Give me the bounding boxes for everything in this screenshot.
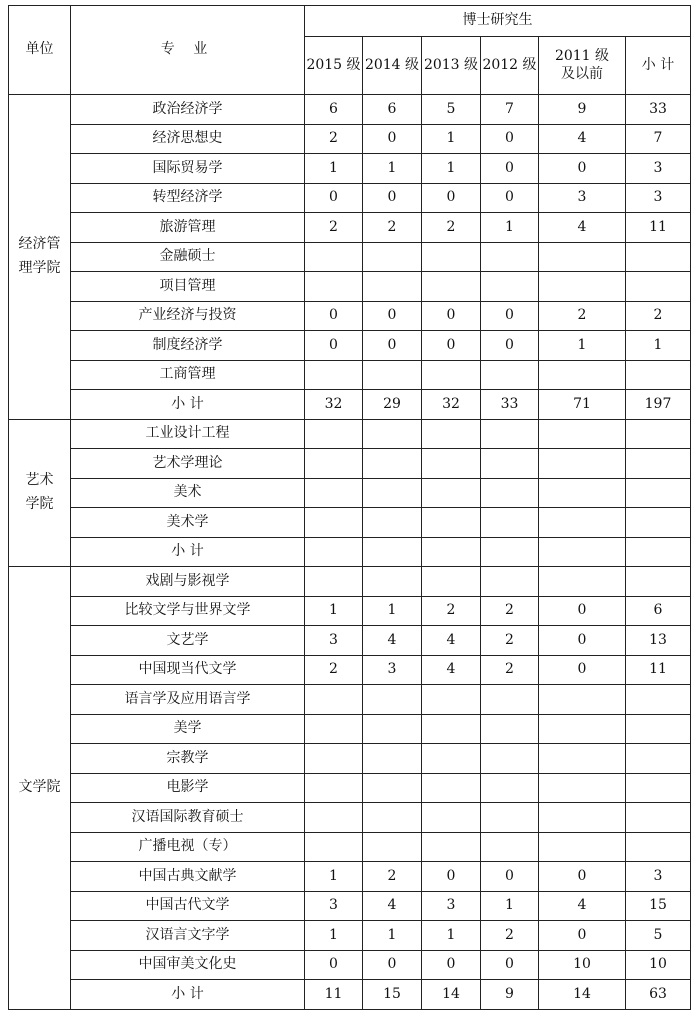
value-cell-2011-and-before <box>539 419 626 449</box>
value-cell-2015 <box>305 478 363 508</box>
value-cell-subtotal: 13 <box>626 626 691 656</box>
value-cell-2014 <box>363 242 422 272</box>
value-cell-2012: 2 <box>481 626 539 656</box>
major-header: 专 业 <box>71 6 305 95</box>
value-cell-2013: 0 <box>422 183 481 213</box>
value-cell-2013: 0 <box>422 950 481 980</box>
value-cell-2011-and-before: 10 <box>539 950 626 980</box>
value-cell-2014: 4 <box>363 891 422 921</box>
major-cell: 项目管理 <box>71 272 305 302</box>
value-cell-2011-and-before: 9 <box>539 95 626 125</box>
value-cell-2014: 0 <box>363 331 422 361</box>
value-cell-2013: 0 <box>422 862 481 892</box>
value-cell-2013 <box>422 714 481 744</box>
value-cell-2012: 0 <box>481 862 539 892</box>
value-cell-2013 <box>422 478 481 508</box>
value-cell-2014 <box>363 508 422 538</box>
value-cell-2015: 11 <box>305 980 363 1010</box>
value-cell-2013 <box>422 685 481 715</box>
major-cell: 宗教学 <box>71 744 305 774</box>
value-cell-2011-and-before: 4 <box>539 891 626 921</box>
major-cell: 戏剧与影视学 <box>71 567 305 597</box>
value-cell-2011-and-before <box>539 685 626 715</box>
value-cell-2012 <box>481 773 539 803</box>
value-cell-2015: 1 <box>305 862 363 892</box>
table-row <box>9 773 691 803</box>
value-cell-2013: 2 <box>422 213 481 243</box>
value-cell-2015 <box>305 272 363 302</box>
major-cell: 经济思想史 <box>71 124 305 154</box>
value-cell-2011-and-before <box>539 744 626 774</box>
value-cell-2015: 2 <box>305 124 363 154</box>
major-cell: 汉语言文字学 <box>71 921 305 951</box>
table-row <box>9 154 691 184</box>
year-header-2012: 2012 级 <box>481 37 539 95</box>
value-cell-subtotal: 11 <box>626 213 691 243</box>
major-cell: 旅游管理 <box>71 213 305 243</box>
unit-cell: 文学院 <box>9 567 71 1010</box>
value-cell-2012 <box>481 567 539 597</box>
value-cell-2011-and-before: 0 <box>539 655 626 685</box>
major-cell: 美术学 <box>71 508 305 538</box>
value-cell-2013: 3 <box>422 891 481 921</box>
value-cell-subtotal: 33 <box>626 95 691 125</box>
value-cell-2011-and-before <box>539 832 626 862</box>
table-row <box>9 331 691 361</box>
table-row <box>9 803 691 833</box>
value-cell-2014: 2 <box>363 862 422 892</box>
value-cell-2013: 0 <box>422 331 481 361</box>
unit-cell: 经济管 理学院 <box>9 95 71 420</box>
table-header <box>9 6 691 95</box>
value-cell-2011-and-before <box>539 773 626 803</box>
value-cell-2013: 2 <box>422 596 481 626</box>
doctoral-group-header: 博士研究生 <box>305 6 691 37</box>
enrollment-table <box>8 5 691 1010</box>
value-cell-subtotal: 63 <box>626 980 691 1010</box>
major-cell: 产业经济与投资 <box>71 301 305 331</box>
value-cell-subtotal: 3 <box>626 183 691 213</box>
value-cell-2014: 1 <box>363 921 422 951</box>
value-cell-2013 <box>422 537 481 567</box>
table-row <box>9 242 691 272</box>
value-cell-2013 <box>422 567 481 597</box>
value-cell-2015: 1 <box>305 596 363 626</box>
value-cell-2012 <box>481 242 539 272</box>
value-cell-2011-and-before <box>539 242 626 272</box>
value-cell-2015: 1 <box>305 921 363 951</box>
value-cell-2015 <box>305 714 363 744</box>
major-cell: 工业设计工程 <box>71 419 305 449</box>
value-cell-2012 <box>481 478 539 508</box>
value-cell-2014 <box>363 744 422 774</box>
value-cell-subtotal <box>626 803 691 833</box>
value-cell-2011-and-before <box>539 478 626 508</box>
value-cell-subtotal: 197 <box>626 390 691 420</box>
major-cell: 工商管理 <box>71 360 305 390</box>
value-cell-2015: 6 <box>305 95 363 125</box>
value-cell-subtotal: 7 <box>626 124 691 154</box>
table-row <box>9 744 691 774</box>
value-cell-2012: 2 <box>481 655 539 685</box>
value-cell-subtotal: 10 <box>626 950 691 980</box>
major-cell: 金融硕士 <box>71 242 305 272</box>
value-cell-2013 <box>422 773 481 803</box>
value-cell-2014: 29 <box>363 390 422 420</box>
table-row <box>9 449 691 479</box>
value-cell-2011-and-before: 1 <box>539 331 626 361</box>
value-cell-subtotal <box>626 449 691 479</box>
value-cell-2014 <box>363 567 422 597</box>
value-cell-2013 <box>422 360 481 390</box>
year-header-2011-and-before: 2011 级 及以前 <box>539 37 626 95</box>
value-cell-2011-and-before <box>539 714 626 744</box>
value-cell-2012: 9 <box>481 980 539 1010</box>
value-cell-2011-and-before <box>539 449 626 479</box>
value-cell-2012 <box>481 272 539 302</box>
value-cell-2012 <box>481 714 539 744</box>
table-row <box>9 419 691 449</box>
value-cell-2014: 1 <box>363 596 422 626</box>
value-cell-subtotal <box>626 744 691 774</box>
table-row <box>9 980 691 1010</box>
value-cell-2011-and-before: 14 <box>539 980 626 1010</box>
value-cell-2011-and-before <box>539 567 626 597</box>
subtotal-header: 小 计 <box>626 37 691 95</box>
value-cell-2015 <box>305 685 363 715</box>
major-cell: 小 计 <box>71 537 305 567</box>
major-cell: 文艺学 <box>71 626 305 656</box>
value-cell-2015: 3 <box>305 626 363 656</box>
value-cell-2012 <box>481 360 539 390</box>
value-cell-2012 <box>481 508 539 538</box>
value-cell-subtotal <box>626 508 691 538</box>
major-cell: 中国古典文献学 <box>71 862 305 892</box>
value-cell-2013: 1 <box>422 921 481 951</box>
value-cell-2014: 15 <box>363 980 422 1010</box>
value-cell-2013: 4 <box>422 655 481 685</box>
value-cell-2014 <box>363 478 422 508</box>
table-row <box>9 832 691 862</box>
value-cell-2013 <box>422 242 481 272</box>
value-cell-2011-and-before <box>539 508 626 538</box>
value-cell-subtotal <box>626 773 691 803</box>
value-cell-2011-and-before: 2 <box>539 301 626 331</box>
value-cell-2012 <box>481 449 539 479</box>
value-cell-2014: 0 <box>363 301 422 331</box>
major-cell: 电影学 <box>71 773 305 803</box>
value-cell-2013 <box>422 272 481 302</box>
value-cell-2014 <box>363 449 422 479</box>
value-cell-subtotal: 1 <box>626 331 691 361</box>
value-cell-2011-and-before: 4 <box>539 213 626 243</box>
value-cell-2015: 0 <box>305 183 363 213</box>
unit-header: 单位 <box>9 6 71 95</box>
value-cell-subtotal <box>626 714 691 744</box>
value-cell-2015: 32 <box>305 390 363 420</box>
major-cell: 小 计 <box>71 980 305 1010</box>
value-cell-subtotal <box>626 419 691 449</box>
value-cell-subtotal <box>626 360 691 390</box>
value-cell-2012: 2 <box>481 921 539 951</box>
value-cell-2015 <box>305 360 363 390</box>
year-header-2015: 2015 级 <box>305 37 363 95</box>
value-cell-subtotal: 6 <box>626 596 691 626</box>
value-cell-subtotal <box>626 272 691 302</box>
value-cell-2015 <box>305 242 363 272</box>
major-cell: 小 计 <box>71 390 305 420</box>
value-cell-2015 <box>305 744 363 774</box>
value-cell-2014: 6 <box>363 95 422 125</box>
value-cell-2011-and-before: 71 <box>539 390 626 420</box>
value-cell-2015 <box>305 419 363 449</box>
value-cell-2011-and-before: 0 <box>539 921 626 951</box>
value-cell-2013: 4 <box>422 626 481 656</box>
table-row <box>9 390 691 420</box>
value-cell-2012: 0 <box>481 950 539 980</box>
value-cell-2015 <box>305 773 363 803</box>
major-cell: 广播电视（专） <box>71 832 305 862</box>
table-row <box>9 124 691 154</box>
value-cell-2012: 0 <box>481 331 539 361</box>
table-row <box>9 95 691 125</box>
value-cell-2011-and-before: 0 <box>539 626 626 656</box>
table-row <box>9 272 691 302</box>
value-cell-2014: 3 <box>363 655 422 685</box>
value-cell-2013: 1 <box>422 154 481 184</box>
value-cell-2015 <box>305 508 363 538</box>
value-cell-subtotal <box>626 478 691 508</box>
table-row <box>9 921 691 951</box>
value-cell-subtotal <box>626 537 691 567</box>
table-row <box>9 360 691 390</box>
table-row <box>9 685 691 715</box>
value-cell-2014: 2 <box>363 213 422 243</box>
value-cell-2012: 0 <box>481 183 539 213</box>
major-cell: 中国审美文化史 <box>71 950 305 980</box>
value-cell-2014: 1 <box>363 154 422 184</box>
table-row <box>9 655 691 685</box>
value-cell-2012: 0 <box>481 301 539 331</box>
value-cell-2013 <box>422 744 481 774</box>
year-header-2014: 2014 级 <box>363 37 422 95</box>
value-cell-2011-and-before <box>539 272 626 302</box>
value-cell-subtotal: 11 <box>626 655 691 685</box>
value-cell-2012 <box>481 832 539 862</box>
value-cell-2011-and-before: 0 <box>539 862 626 892</box>
value-cell-2013: 14 <box>422 980 481 1010</box>
value-cell-2014 <box>363 832 422 862</box>
table-row <box>9 626 691 656</box>
table-row <box>9 891 691 921</box>
table-row <box>9 183 691 213</box>
value-cell-2013 <box>422 508 481 538</box>
value-cell-subtotal: 3 <box>626 154 691 184</box>
value-cell-2013: 0 <box>422 301 481 331</box>
value-cell-2012: 1 <box>481 891 539 921</box>
value-cell-2011-and-before <box>539 360 626 390</box>
value-cell-2015: 2 <box>305 213 363 243</box>
value-cell-2013: 1 <box>422 124 481 154</box>
major-cell: 语言学及应用语言学 <box>71 685 305 715</box>
value-cell-subtotal <box>626 567 691 597</box>
major-cell: 政治经济学 <box>71 95 305 125</box>
value-cell-2015: 3 <box>305 891 363 921</box>
value-cell-2015 <box>305 537 363 567</box>
value-cell-subtotal: 2 <box>626 301 691 331</box>
major-cell: 艺术学理论 <box>71 449 305 479</box>
value-cell-2013 <box>422 419 481 449</box>
value-cell-2012: 2 <box>481 596 539 626</box>
table-row <box>9 567 691 597</box>
value-cell-2011-and-before: 4 <box>539 124 626 154</box>
value-cell-2012 <box>481 537 539 567</box>
value-cell-2015: 0 <box>305 950 363 980</box>
value-cell-subtotal: 5 <box>626 921 691 951</box>
table-row <box>9 213 691 243</box>
table-row <box>9 862 691 892</box>
value-cell-2012: 0 <box>481 154 539 184</box>
table-row <box>9 714 691 744</box>
major-cell: 美术 <box>71 478 305 508</box>
value-cell-2013: 32 <box>422 390 481 420</box>
value-cell-2012: 1 <box>481 213 539 243</box>
value-cell-2012 <box>481 803 539 833</box>
value-cell-2014 <box>363 272 422 302</box>
value-cell-subtotal <box>626 242 691 272</box>
value-cell-subtotal: 15 <box>626 891 691 921</box>
table-row <box>9 508 691 538</box>
value-cell-2012 <box>481 685 539 715</box>
table-row <box>9 950 691 980</box>
value-cell-2012 <box>481 419 539 449</box>
value-cell-2015: 1 <box>305 154 363 184</box>
value-cell-2013: 5 <box>422 95 481 125</box>
value-cell-2012: 0 <box>481 124 539 154</box>
major-cell: 中国现当代文学 <box>71 655 305 685</box>
value-cell-2012: 7 <box>481 95 539 125</box>
value-cell-2014 <box>363 360 422 390</box>
value-cell-subtotal <box>626 685 691 715</box>
value-cell-subtotal: 3 <box>626 862 691 892</box>
major-cell: 比较文学与世界文学 <box>71 596 305 626</box>
value-cell-2013 <box>422 803 481 833</box>
major-cell: 美学 <box>71 714 305 744</box>
value-cell-2015 <box>305 832 363 862</box>
major-cell: 中国古代文学 <box>71 891 305 921</box>
value-cell-2014: 4 <box>363 626 422 656</box>
major-cell: 制度经济学 <box>71 331 305 361</box>
value-cell-2014 <box>363 714 422 744</box>
value-cell-2014: 0 <box>363 950 422 980</box>
year-header-2013: 2013 级 <box>422 37 481 95</box>
value-cell-2015 <box>305 567 363 597</box>
value-cell-subtotal <box>626 832 691 862</box>
value-cell-2011-and-before <box>539 537 626 567</box>
value-cell-2014 <box>363 537 422 567</box>
table-row <box>9 537 691 567</box>
value-cell-2014 <box>363 803 422 833</box>
table-body <box>9 95 691 1010</box>
unit-cell: 艺术 学院 <box>9 419 71 567</box>
value-cell-2015 <box>305 449 363 479</box>
table-row <box>9 301 691 331</box>
value-cell-2013 <box>422 449 481 479</box>
value-cell-2015 <box>305 803 363 833</box>
value-cell-2015: 2 <box>305 655 363 685</box>
value-cell-2014 <box>363 419 422 449</box>
major-cell: 汉语国际教育硕士 <box>71 803 305 833</box>
value-cell-2013 <box>422 832 481 862</box>
value-cell-2015: 0 <box>305 331 363 361</box>
value-cell-2014: 0 <box>363 183 422 213</box>
value-cell-2012: 33 <box>481 390 539 420</box>
value-cell-2011-and-before: 0 <box>539 154 626 184</box>
value-cell-2014 <box>363 773 422 803</box>
value-cell-2011-and-before: 0 <box>539 596 626 626</box>
value-cell-2011-and-before: 3 <box>539 183 626 213</box>
value-cell-2014: 0 <box>363 124 422 154</box>
value-cell-2014 <box>363 685 422 715</box>
major-cell: 转型经济学 <box>71 183 305 213</box>
value-cell-2011-and-before <box>539 803 626 833</box>
value-cell-2015: 0 <box>305 301 363 331</box>
table-row <box>9 596 691 626</box>
major-cell: 国际贸易学 <box>71 154 305 184</box>
table-row <box>9 478 691 508</box>
value-cell-2012 <box>481 744 539 774</box>
